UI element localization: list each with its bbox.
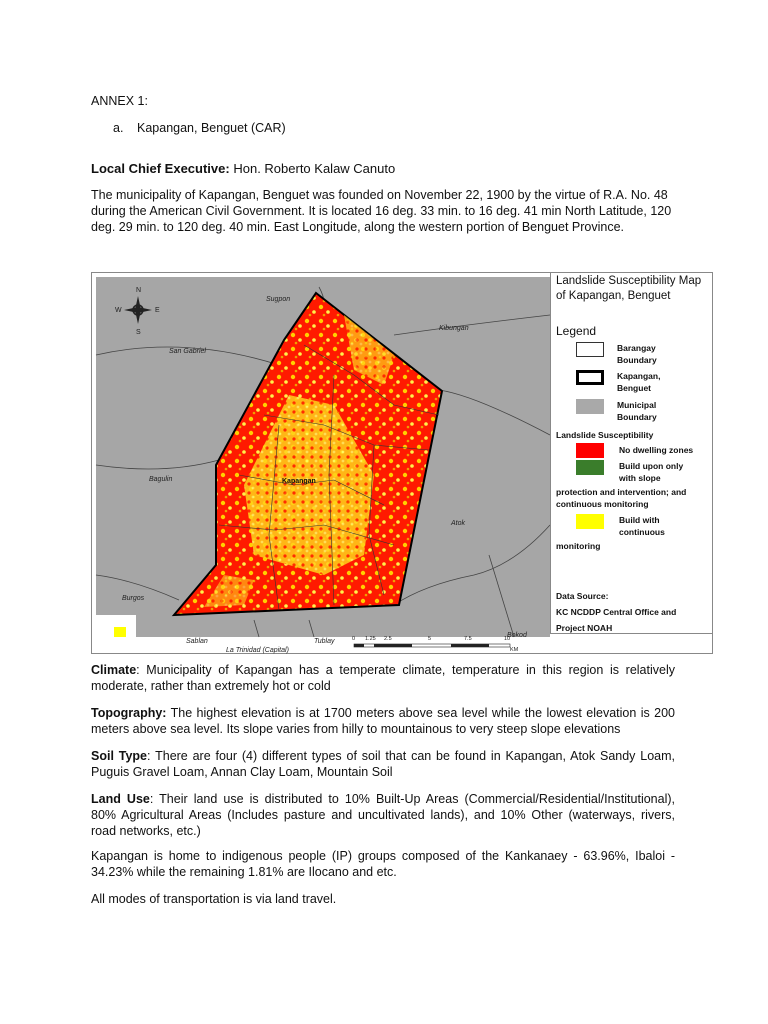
label-sugpon: Sugpon (266, 296, 291, 303)
build-slope-label: Build upon only with slope (619, 461, 684, 483)
label-bokod: Bokod (507, 632, 527, 639)
compass-e: E (155, 307, 160, 314)
label-kapangan: Kapangan (282, 478, 316, 485)
barangay-boundary-label: Barangay Boundary (617, 343, 657, 365)
compass-n: N (136, 287, 142, 294)
topography-text: The highest elevation is at 1700 meters above sea level while the lowest elevation is 200 meters above sea level. Its slope varies from hilly to mountainous to very steep slope elevations (91, 706, 675, 736)
label-atok: Atok (451, 520, 466, 527)
municipal-boundary-swatch (576, 399, 604, 414)
label-burgos: Burgos (122, 595, 145, 602)
land-use-text: : Their land use is distributed to 10% Built-Up Areas (Commercial/Residential/Institutional), 80% Agricultural Areas (Includes pasture and uncultivated lands), and 10% Other (waterways, rivers, road networks, etc.) (91, 792, 675, 838)
executive-line (91, 161, 395, 176)
executive-label: Local Chief Executive: (91, 161, 230, 176)
land-use-paragraph (91, 791, 675, 839)
scale-t5: 10 (504, 636, 511, 642)
executive-name: Hon. Roberto Kalaw Canuto (233, 161, 396, 176)
label-kibungan: Kibungan (439, 325, 469, 332)
scale-t0: 0 (352, 636, 356, 642)
compass-s: S (136, 329, 141, 336)
map-legend (550, 272, 713, 634)
build-monitor-label: Build with continuous (619, 515, 665, 537)
build-monitor-label-cont: monitoring (556, 541, 601, 551)
build-slope-swatch (576, 460, 604, 475)
data-source-label: Data Source: (556, 591, 609, 601)
municipality-heading: Kapangan, Benguet (CAR) (137, 121, 286, 135)
compass-w: W (115, 307, 122, 314)
land-use-label: Land Use (91, 792, 150, 806)
kapangan-boundary-swatch (576, 370, 604, 385)
label-la-trinidad: La Trinidad (Capital) (226, 647, 289, 654)
scale-bar (352, 636, 519, 653)
annex-title: ANNEX 1: (91, 94, 148, 108)
build-slope-label-cont: protection and intervention; and continuous monitoring (556, 487, 687, 509)
municipal-boundary-label: Municipal Boundary (617, 400, 657, 422)
label-sablan: Sablan (186, 638, 208, 645)
scale-t4: 7.5 (464, 636, 472, 642)
map-corner-gap (114, 627, 126, 637)
no-dwelling-label: No dwelling zones (619, 445, 694, 455)
topography-label: Topography: (91, 706, 167, 720)
topography-paragraph (91, 705, 675, 737)
data-source-line-1: KC NCDDP Central Office and (556, 607, 677, 617)
barangay-boundary-swatch (576, 342, 604, 357)
data-source-line-2: Project NOAH (556, 623, 613, 633)
build-monitor-swatch (576, 514, 604, 529)
label-san-gabriel: San Gabriel (169, 348, 206, 355)
label-tublay: Tublay (314, 638, 335, 645)
kapangan-boundary-label: Kapangan, Benguet (617, 371, 661, 393)
soil-label: Soil Type (91, 749, 148, 763)
climate-paragraph (91, 662, 675, 694)
label-bagulin: Bagulin (149, 476, 173, 483)
no-dwelling-swatch (576, 443, 604, 458)
soil-paragraph (91, 748, 675, 780)
scale-t3: 5 (428, 636, 432, 642)
susceptibility-title: Landslide Susceptibility (556, 430, 654, 440)
map-title: Landslide Susceptibility Map of Kapangan, Benguet (556, 275, 702, 302)
soil-text: : There are four (4) different types of soil that can be found in Kapangan, Atok Sandy Loam, Puguis Gravel Loam, Annan Clay Loam, Mountain Soil (91, 749, 676, 779)
climate-label: Climate (91, 663, 137, 677)
scale-t1: 1.25 (365, 636, 376, 642)
intro-paragraph: The municipality of Kapangan, Benguet was founded on November 22, 1900 by the virtue of R.A. No. 48 during the American Civil Government. It is located 16 deg. 33 min. to 16 deg. 41 min North Latitude, 120 deg. 29 min. to 120 deg. 40 min. East Longitude, along the western portion of Benguet Province. (91, 188, 672, 234)
landslide-map (94, 275, 552, 655)
scale-t2: 2.5 (384, 636, 392, 642)
list-marker: a. (113, 121, 124, 135)
transport-paragraph: All modes of transportation is via land travel. (91, 892, 337, 906)
climate-text: : Municipality of Kapangan has a temperate climate, temperature in this region is relatively moderate, rather than extremely hot or cold (91, 663, 675, 693)
legend-title: Legend (556, 324, 597, 338)
ip-paragraph: Kapangan is home to indigenous people (IP) groups composed of the Kankanaey - 63.96%, Ibaloi - 34.23% while the remaining 1.81% are Ilocano and etc. (91, 849, 675, 879)
scale-unit: KM (510, 647, 519, 653)
